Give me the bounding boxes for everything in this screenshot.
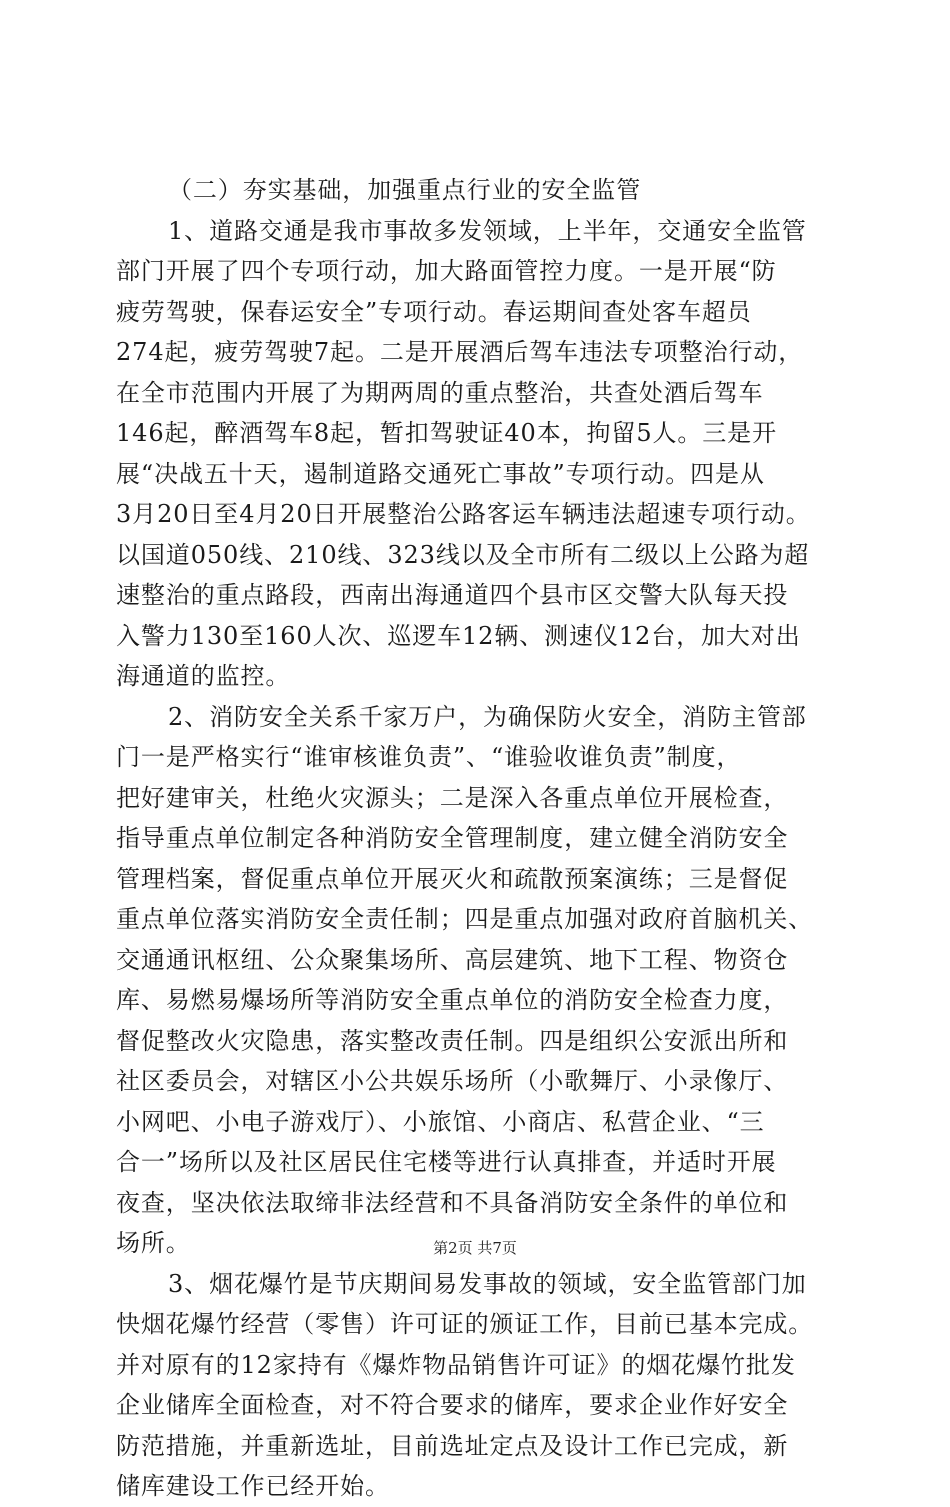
document-body: [116, 170, 846, 1507]
paragraph-line: 场所。: [116, 1229, 191, 1257]
paragraph-line: 274起，疲劳驾驶7起。二是开展酒后驾车违法专项整治行动，: [116, 338, 804, 366]
paragraph-line: 交通通讯枢纽、公众聚集场所、高层建筑、地下工程、物资仓: [116, 945, 789, 974]
page-number-footer: 第2页 共7页: [433, 1239, 517, 1257]
paragraph-line: 疲劳驾驶，保春运安全”专项行动。春运期间查处客车超员: [116, 297, 752, 326]
paragraph-line: 防范措施，并重新选址，目前选址定点及设计工作已完成，新: [116, 1431, 789, 1460]
paragraph-line: 海通道的监控。: [116, 662, 291, 690]
paragraph-line: 夜查，坚决依法取缔非法经营和不具备消防安全条件的单位和: [116, 1188, 789, 1217]
paragraph-line: 督促整改火灾隐患，落实整改责任制。四是组织公安派出所和: [116, 1026, 789, 1055]
paragraph-line: 在全市范围内开展了为期两周的重点整治，共查处酒后驾车: [116, 378, 764, 407]
paragraph-line: 部门开展了四个专项行动，加大路面管控力度。一是开展“防: [116, 257, 777, 285]
paragraph-line: 1、道路交通是我市事故多发领域，上半年，交通安全监管: [168, 216, 807, 245]
section-heading: （二）夯实基础，加强重点行业的安全监管: [168, 176, 642, 204]
paragraph-line: 重点单位落实消防安全责任制；四是重点加强对政府首脑机关、: [116, 905, 814, 933]
paragraph-line: 社区委员会，对辖区小公共娱乐场所（小歌舞厅、小录像厅、: [116, 1067, 789, 1095]
paragraph-line: 快烟花爆竹经营（零售）许可证的颁证工作，目前已基本完成。: [116, 1310, 814, 1338]
paragraph-line: 3月20日至4月20日开展整治公路客运车辆违法超速专项行动。: [116, 500, 811, 528]
paragraph-line: 合一”场所以及社区居民住宅楼等进行认真排查，并适时开展: [116, 1148, 777, 1176]
paragraph-line: 指导重点单位制定各种消防安全管理制度，建立健全消防安全: [116, 824, 789, 852]
paragraph-line: 企业储库全面检查，对不符合要求的储库，要求企业作好安全: [116, 1391, 789, 1419]
paragraph-line: 展“决战五十天，遏制道路交通死亡事故”专项行动。四是从: [116, 459, 765, 488]
paragraph-line: 并对原有的12家持有《爆炸物品销售许可证》的烟花爆竹批发: [116, 1350, 796, 1379]
paragraph-line: 储库建设工作已经开始。: [116, 1472, 390, 1500]
paragraph-line: 速整治的重点路段，西南出海通道四个县市区交警大队每天投: [116, 581, 789, 609]
paragraph-line: 管理档案，督促重点单位开展灭火和疏散预案演练；三是督促: [116, 864, 789, 893]
paragraph-line: 门一是严格实行“谁审核谁负责”、“谁验收谁负责”制度，: [116, 743, 742, 771]
paragraph-line: 2、消防安全关系千家万户，为确保防火安全，消防主管部: [168, 702, 807, 731]
paragraph-line: 3、烟花爆竹是节庆期间易发事故的领域，安全监管部门加: [168, 1269, 807, 1298]
paragraph-line: 小网吧、小电子游戏厅）、小旅馆、小商店、私营企业、“三: [116, 1107, 765, 1136]
paragraph-line: 入警力130至160人次、巡逻车12辆、测速仪12台，加大对出: [116, 621, 801, 650]
paragraph-line: 库、易燃易爆场所等消防安全重点单位的消防安全检查力度，: [116, 986, 789, 1014]
paragraph-line: 146起，醉酒驾车8起，暂扣驾驶证40本，拘留5人。三是开: [116, 419, 777, 447]
paragraph-line: 以国道050线、210线、323线以及全市所有二级以上公路为超: [116, 540, 810, 569]
paragraph-line: 把好建审关，杜绝火灾源头；二是深入各重点单位开展检查，: [116, 783, 789, 812]
